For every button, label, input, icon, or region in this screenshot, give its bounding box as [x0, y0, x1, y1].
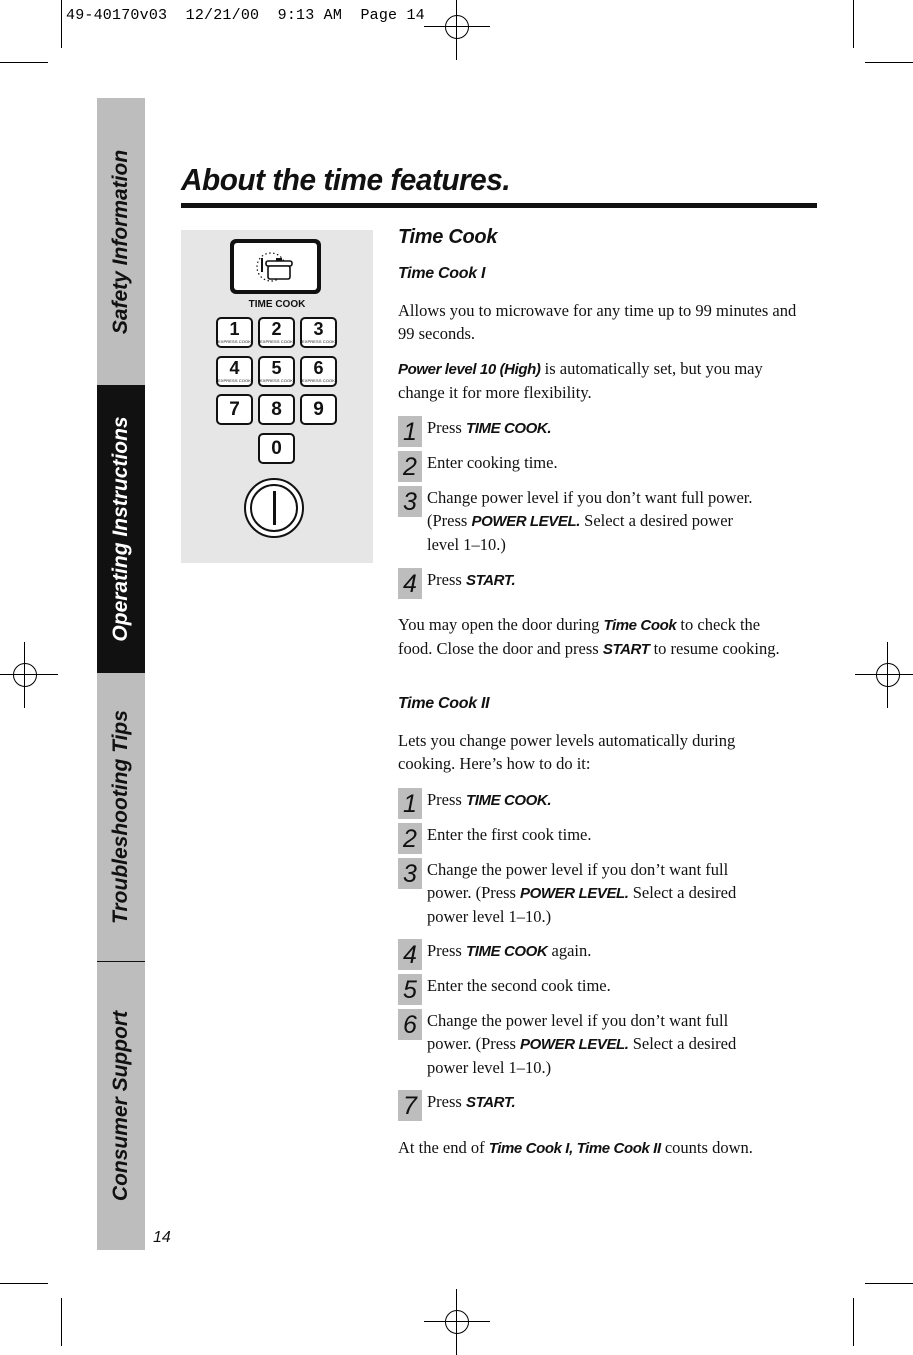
- key-number: 3: [313, 319, 324, 339]
- step-number: 1: [398, 416, 422, 447]
- registration-mark-left: [10, 660, 40, 690]
- crop-mark: [853, 1298, 854, 1346]
- step-text: Enter cooking time.: [427, 453, 558, 472]
- door-note: [398, 613, 786, 661]
- section-tabs: [97, 98, 145, 1250]
- power-level-text: is automatically set, but you may change it for more flexibility.: [398, 359, 763, 402]
- step-text: Change the power level if you don’t want full power. (Press: [427, 1011, 729, 1053]
- step-bold: POWER LEVEL.: [471, 513, 581, 530]
- keypad-key-5: [258, 356, 295, 387]
- title-rule: [181, 203, 817, 208]
- step-item: [398, 788, 818, 819]
- door-text-end: to resume cooking.: [649, 639, 780, 658]
- step-bold: START.: [465, 572, 516, 589]
- step-number: 4: [398, 939, 422, 970]
- step-number: 4: [398, 568, 422, 599]
- keypad-key-9: [300, 394, 337, 425]
- key-number: 5: [271, 358, 282, 378]
- step-bold: POWER LEVEL.: [520, 1036, 629, 1053]
- tab-consumer-support[interactable]: [97, 961, 145, 1250]
- tab-label: Operating Instructions: [109, 416, 132, 642]
- step-text: Change the power level if you don’t want full power. (Press: [427, 860, 729, 902]
- step-item: [398, 1009, 818, 1079]
- crop-mark: [61, 1298, 62, 1346]
- time-cook-button: [230, 239, 321, 294]
- crop-mark: [61, 0, 62, 48]
- step-text-end: Select a desired power level 1–10.): [427, 511, 734, 554]
- step-text: Enter the second cook time.: [427, 976, 611, 995]
- tab-label: Troubleshooting Tips: [109, 710, 132, 924]
- keypad-key-0: [258, 433, 295, 464]
- step-text: Press: [427, 570, 466, 589]
- step-number: 3: [398, 486, 422, 517]
- step-text: Press: [427, 941, 466, 960]
- keypad-key-1: [216, 317, 253, 348]
- key-number: 9: [313, 399, 324, 420]
- step-text: Press: [427, 790, 466, 809]
- step-text: Enter the first cook time.: [427, 825, 592, 844]
- express-cook-label: EXPRESS COOK: [218, 378, 251, 383]
- door-text: You may open the door during: [398, 615, 604, 634]
- start-pause-knob: [244, 478, 304, 538]
- step-bold: TIME COOK: [465, 943, 548, 960]
- step-item: [398, 858, 818, 928]
- keypad-key-6: [300, 356, 337, 387]
- step-bold: START.: [465, 1094, 516, 1111]
- door-bold: Time Cook: [603, 617, 677, 634]
- step-number: 5: [398, 974, 422, 1005]
- countdown-text-end: counts down.: [660, 1138, 753, 1157]
- step-text-end: Select a desired power level 1–10.): [427, 1034, 737, 1077]
- key-number: 8: [271, 399, 282, 420]
- power-level-bold: Power level 10 (High): [398, 361, 541, 378]
- power-level-note: [398, 357, 798, 404]
- keypad-key-3: [300, 317, 337, 348]
- keypad-key-7: [216, 394, 253, 425]
- step-text-end: Select a desired power level 1–10.): [427, 883, 737, 926]
- step-text: Press: [427, 1092, 466, 1111]
- subsection-heading-time-cook-2: Time Cook II: [398, 695, 490, 712]
- step-number: 6: [398, 1009, 422, 1040]
- countdown-bold: Time Cook I, Time Cook II: [488, 1140, 661, 1157]
- express-cook-label: EXPRESS COOK: [302, 339, 335, 344]
- crop-mark: [865, 1283, 913, 1284]
- express-cook-label: EXPRESS COOK: [218, 339, 251, 344]
- key-number: 2: [271, 319, 282, 339]
- control-panel-illustration: [181, 230, 373, 563]
- step-item: [398, 823, 818, 854]
- step-bold: TIME COOK.: [465, 420, 552, 437]
- printer-header: 49-40170v03 12/21/00 9:13 AM Page 14: [66, 7, 425, 24]
- tab-safety-information[interactable]: [97, 98, 145, 385]
- page-title: About the time features.: [181, 162, 511, 197]
- key-number: 4: [229, 358, 240, 378]
- door-bold-start: START: [602, 641, 650, 658]
- step-item: [398, 1090, 818, 1121]
- step-text-end: again.: [547, 941, 592, 960]
- keypad-key-2: [258, 317, 295, 348]
- key-number: 1: [229, 319, 240, 339]
- page-number: 14: [153, 1229, 171, 1246]
- step-item: [398, 486, 818, 556]
- keypad-key-4: [216, 356, 253, 387]
- crop-mark: [865, 62, 913, 63]
- step-number: 3: [398, 858, 422, 889]
- registration-mark-bottom: [442, 1307, 472, 1337]
- step-bold: POWER LEVEL.: [520, 885, 629, 902]
- step-number: 2: [398, 823, 422, 854]
- tab-troubleshooting-tips[interactable]: [97, 673, 145, 961]
- door-text-mid: to check the food. Close the door and press: [398, 615, 761, 658]
- key-number: 7: [229, 399, 240, 420]
- tab-label: Consumer Support: [109, 1010, 132, 1201]
- timer-pot-icon: [234, 243, 317, 290]
- tab-operating-instructions[interactable]: [97, 385, 145, 673]
- keypad-key-8: [258, 394, 295, 425]
- crop-mark: [853, 0, 854, 48]
- step-item: [398, 416, 818, 447]
- key-number: 6: [313, 358, 324, 378]
- step-item: [398, 939, 818, 970]
- countdown-note: [398, 1136, 818, 1160]
- time-cook-label: TIME COOK: [248, 299, 306, 310]
- step-text: Press: [427, 418, 466, 437]
- step-text: Change power level if you don’t want full power. (Press: [427, 488, 753, 530]
- express-cook-label: EXPRESS COOK: [260, 339, 293, 344]
- key-number: 0: [271, 438, 282, 459]
- subsection-heading-time-cook-1: Time Cook I: [398, 265, 486, 282]
- time-cook-1-intro: Allows you to microwave for any time up to 99 minutes and 99 seconds.: [398, 301, 797, 343]
- time-cook-2-intro: Lets you change power levels automatically during cooking. Here’s how to do it:: [398, 731, 736, 773]
- step-item: [398, 451, 818, 482]
- step-number: 7: [398, 1090, 422, 1121]
- section-heading: Time Cook: [398, 226, 498, 248]
- crop-mark: [0, 62, 48, 63]
- step-number: 1: [398, 788, 422, 819]
- step-number: 2: [398, 451, 422, 482]
- countdown-text: At the end of: [398, 1138, 489, 1157]
- express-cook-label: EXPRESS COOK: [260, 378, 293, 383]
- registration-mark-top: [442, 12, 472, 42]
- step-item: [398, 568, 818, 599]
- tab-label: Safety Information: [109, 149, 132, 334]
- registration-mark-right: [873, 660, 903, 690]
- express-cook-label: EXPRESS COOK: [302, 378, 335, 383]
- crop-mark: [0, 1283, 48, 1284]
- step-item: [398, 974, 818, 1005]
- step-bold: TIME COOK.: [465, 792, 552, 809]
